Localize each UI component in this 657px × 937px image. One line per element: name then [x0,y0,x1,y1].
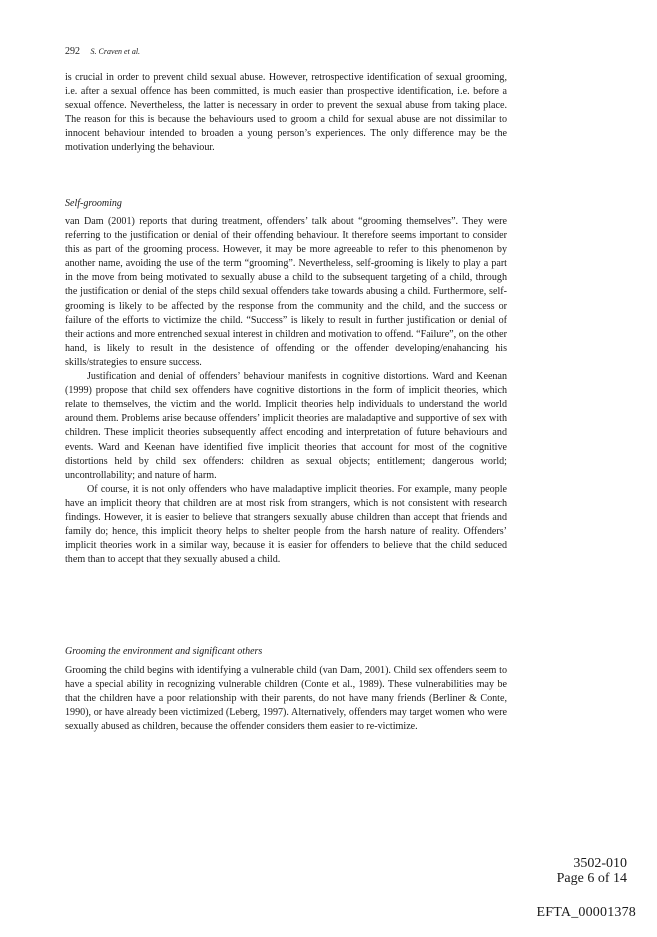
body-paragraph: van Dam (2001) reports that during treatment, offenders’ talk about “grooming themselves”. They were referring to the justification or denial of their offending behaviour. It therefore seems important to consider this as part of the grooming process. However, it may be more agreeable to refer to this phenomenon by another name, avoiding the use of the term “grooming”. Nevertheless, self-grooming is likely to play a part in the move from being motivated to sexually abuse a child to the subsequent targeting of a child, through the justification or denial of the steps child sexual offenders take towards abusing a child. Furthermore, self-grooming is likely to be affected by the response from the community and the child, and the success or failure of the efforts to victimize the child. “Success” is likely to result in further justification or denial of their actions and more entrenched sexual interest in children and motivation to offend. “Failure”, on the other hand, is likely to result in the desistence of offending or the offender developing/enahancing his skills/strategies to ensure success. [65,216,507,368]
running-head-authors: S. Craven et al. [90,47,141,56]
section-heading-self-grooming: Self-grooming [65,198,122,209]
body-paragraph: Of course, it is not only offenders who have maladaptive implicit theories. For example, many people have an implicit theory that children are at most risk from strangers, which is not consistent with research findings. However, it is easier to believe that strangers sexually abuse children than accept that friends and family do; hence, this implicit theory helps to shelter people from the harsh nature of reality. Offenders’ implicit theories work in a similar way, because it is easier for offenders to believe that the child seduced them than to accept that they sexually abused a child. [65,483,507,566]
document-code: 3502-010 [573,856,627,871]
page-indicator: Page 6 of 14 [556,871,627,886]
document-reference [557,856,627,886]
body-paragraph: Justification and denial of offenders’ behaviour manifests in cognitive distortions. Ward and Keenan (1999) propose that child sex offenders have cognitive distortions in the form of implicit theories, which relate to themselves, the victim and the world. Implicit theories help individuals to understand the world around them. Problems arise because offenders’ implicit theories are maladaptive and supportive of sex with children. These implicit theories subsequently affect encoding and interpretation of future behaviours and events. Ward and Keenan have identified five implicit theories that account for most of the cognitive distortions held by child sex offenders: children as sexual objects; entitlement; dangerous world; uncontrollability; and nature of harm. [65,371,507,481]
section-heading-grooming-environment: Grooming the environment and significant others [65,646,263,657]
intro-text-block [65,71,507,156]
body-paragraph: is crucial in order to prevent child sexual abuse. However, retrospective identification of sexual grooming, i.e. after a sexual offence has been committed, is much easier than prospective identification, i.e. before a sexual offence. Nevertheless, the latter is necessary in order to prevent the sexual abuse from taking place. The reason for this is because the behaviours used to groom a child for sexual abuse are not dissimilar to innocent behaviour intended to broaden a young person’s experiences. The only difference may be the motivation underlying the behaviour. [65,72,507,154]
grooming-environment-text-block [65,664,507,734]
running-header [65,46,140,58]
page-number: 292 [65,46,80,57]
efta-identifier: EFTA_00001378 [536,905,636,920]
self-grooming-text-block [65,215,507,567]
body-paragraph: Grooming the child begins with identifying a vulnerable child (van Dam, 2001). Child sex offenders seem to have a special ability in recognizing vulnerable children (Conte et al., 1989). These vulnerabilities may be that the children have a poor relationship with their parents, do not have many friends (Berliner & Conte, 1990), or have already been victimized (Leberg, 1997). Alternatively, offenders may target women who were sexually abused as children, because the offender considers them easier to re-victimize. [65,665,507,733]
